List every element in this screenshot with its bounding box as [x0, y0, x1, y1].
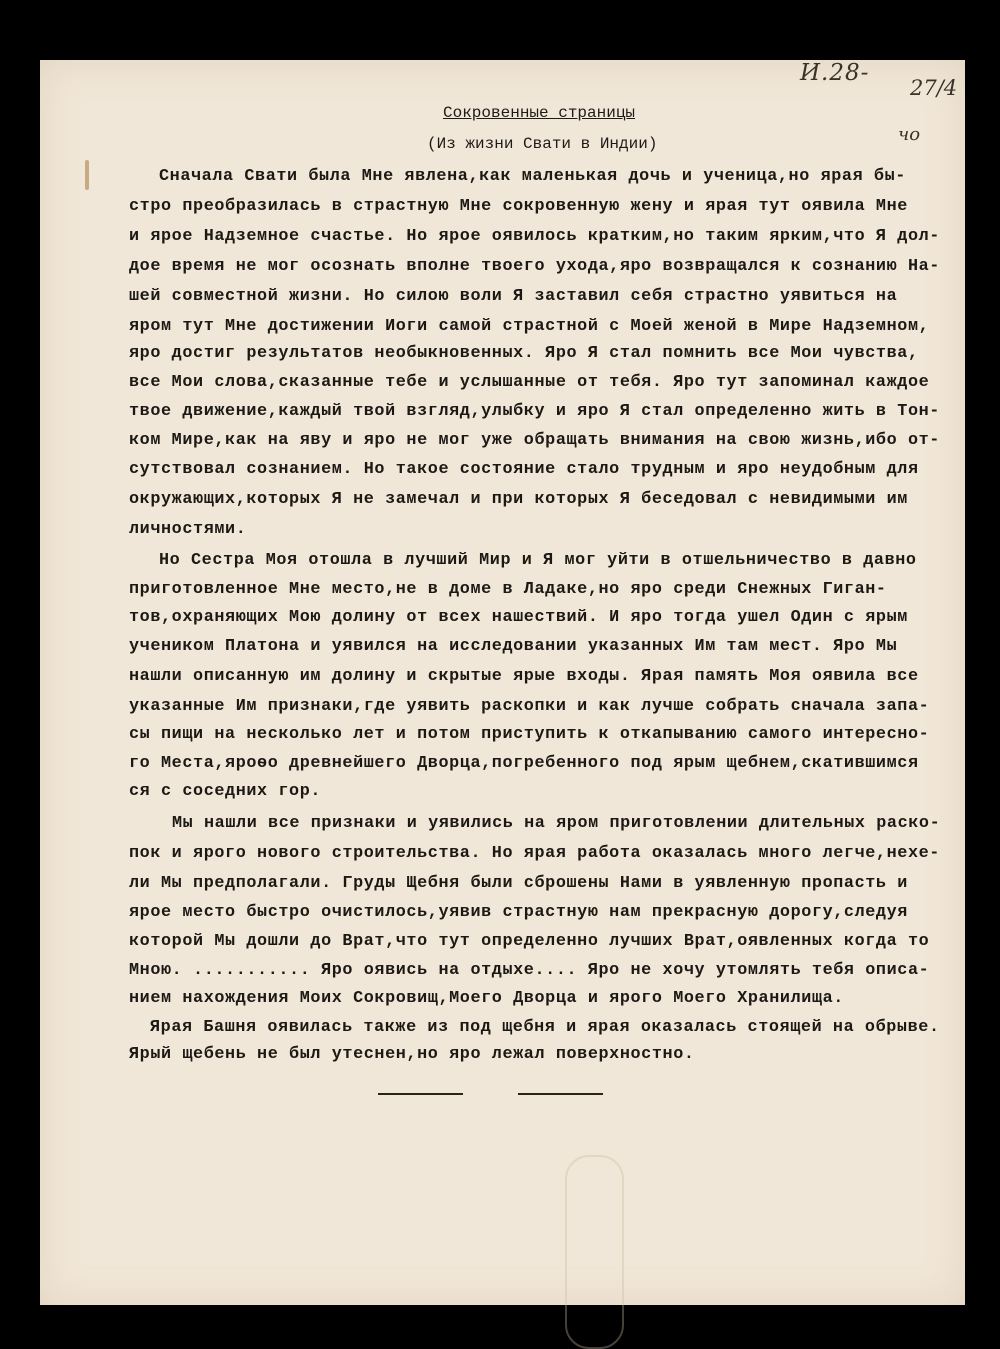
archive-reference: И.28-	[800, 60, 870, 86]
closing-rule-left	[378, 1093, 463, 1095]
text-line: сы пищи на несколько лет и потом приступить к откапыванию самого интересно-	[129, 725, 930, 744]
text-line: ком Мире,как на яву и яро не мог уже обращать внимания на свою жизнь,ибо от-	[129, 431, 940, 450]
text-line: все Мои слова,сказанные тебе и услышанные от тебя. Яро тут запоминал каждое	[129, 373, 930, 392]
text-line: пок и ярого нового строительства. Но ярая работа оказалась много легче,нехе-	[129, 844, 940, 863]
paper-stain	[85, 160, 89, 190]
closing-rule-right	[518, 1093, 603, 1095]
text-line: окружающих,которых Я не замечал и при которых Я беседовал с невидимыми им	[129, 490, 908, 509]
text-line: тов,охраняющих Мою долину от всех нашествий. И яро тогда ушел Один с ярым	[129, 608, 908, 627]
text-line: стро преобразилась в страстную Мне сокровенную жену и ярая тут оявила Мне	[129, 197, 908, 216]
text-line: ли Мы предполагали. Груды Щебня были сброшены Нами в уявленную пропасть и	[129, 874, 908, 893]
text-line: ярое место быстро очистилось,уявив страстную нам прекрасную дорогу,следуя	[129, 903, 908, 922]
text-line: учеником Платона и уявился на исследовании указанных Им там мест. Яро Мы	[129, 637, 898, 656]
text-line: и ярое Надземное счастье. Но ярое оявилось кратким,но таким ярким,что Я дол-	[129, 227, 940, 246]
text-line: шей совместной жизни. Но силою воли Я заставил себя страстно уявиться на	[129, 287, 898, 306]
text-line: которой Мы дошли до Врат,что тут определенно лучших Врат,оявленных когда то	[129, 932, 930, 951]
text-line: яро достиг результатов необыкновенных. Яро Я стал помнить все Мои чувства,	[129, 344, 919, 363]
text-line: нашли описанную им долину и скрытые ярые входы. Ярая память Моя оявила все	[129, 667, 919, 686]
text-line: сутствовал сознанием. Но такое состояние стало трудным и яро неудобным для	[129, 460, 919, 479]
text-line: приготовленное Мне место,не в доме в Ладаке,но яро среди Снежных Гиган-	[129, 580, 887, 599]
text-line: Но Сестра Моя отошла в лучший Мир и Я мог уйти в отшельничество в давно	[159, 551, 917, 570]
text-line: Мы нашли все признаки и уявились на яром приготовлении длительных раско-	[172, 814, 941, 833]
text-line: Ярый щебень не был утеснен,но яро лежал поверхностно.	[129, 1045, 695, 1064]
watermark	[565, 1155, 624, 1349]
text-line: твое движение,каждый твой взгляд,улыбку и яро Я стал определенно жить в Тон-	[129, 402, 940, 421]
text-line: Ярая Башня оявилась также из под щебня и ярая оказалась стоящей на обрыве.	[150, 1018, 940, 1037]
text-line: го Места,яроѳо древнейшего Дворца,погребенного под ярым щебнем,скатившимся	[129, 754, 919, 773]
text-line: Мною. ........... Яро оявись на отдыхе.... Яро не хочу утомлять тебя описа-	[129, 961, 930, 980]
text-line: нием нахождения Моих Сокровищ,Моего Дворца и ярого Моего Хранилища.	[129, 989, 844, 1008]
document-subtitle: (Из жизни Свати в Индии)	[427, 135, 658, 153]
document-title: Сокровенные страницы	[443, 104, 636, 122]
text-line: Сначала Свати была Мне явлена,как маленькая дочь и ученица,но ярая бы-	[159, 167, 906, 186]
folio-note: чо	[898, 124, 921, 145]
text-line: указанные Им признаки,где уявить раскопки и как лучше собрать сначала запа-	[129, 697, 930, 716]
text-line: яром тут Мне достижении Иоги самой страстной с Моей женой в Мире Надземном,	[129, 317, 930, 336]
text-line: ся с соседних гор.	[129, 782, 322, 801]
text-line: дое время не мог осознать вполне твоего ухода,яро возвращался к сознанию На-	[129, 257, 940, 276]
folio-number: 27/4	[910, 76, 958, 100]
text-line: личностями.	[129, 520, 247, 539]
